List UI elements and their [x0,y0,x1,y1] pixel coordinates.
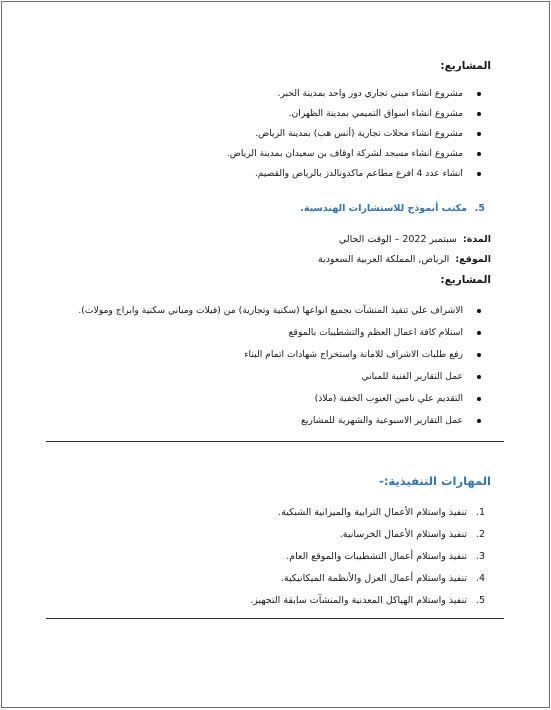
list-item: مشروع انشاء محلات تجارية (أنس هب) بمدينة الرياض. [46,128,491,139]
list-item: عمل التقارير الاسبوعية والشهرية للمشاريع [46,415,491,426]
divider [46,441,504,442]
bullet-icon [477,172,481,176]
resume-page [1,1,550,708]
list-item: انشاء عدد 4 افرع مطاعم ماكدونالدز بالرياض والقصيم. [46,168,491,179]
location-label: الموقع: [455,254,491,265]
section-title: 5. مكتب أنموذج للاستشارات الهندسية. [300,203,485,214]
list-item: التقديم علي تامين العيوب الخفية (ملاذ) [46,393,491,404]
bullet-icon [477,353,481,357]
bullet-icon [477,112,481,116]
location-line [46,254,491,265]
bullet-icon [477,331,481,335]
projects-heading: المشاريع: [440,60,491,72]
projects-list [46,88,491,179]
bullet-icon [477,419,481,423]
skills-list [46,507,491,606]
duration-label: المدة: [462,234,491,245]
duration-value: سبتمبر 2022 – الوقت الحالي [338,234,457,245]
skills-heading: المهارات التنفيذية:- [379,474,491,488]
duration-line [46,234,491,245]
list-item: مشروع انشاء اسواق التميمي بمدينة الظهران. [46,108,491,119]
list-item: الاشراف علي تنفيذ المنشآت بجميع انواعها (سكنية وتجارية) من (فيلات ومباني سكنية وابراج ومولات). [46,305,491,316]
location-value: الرياض, المملكة العربية السعودية [317,254,450,265]
list-item: 1. تنفيذ واستلام الأعمال الترابية والميزانية الشبكية. [278,507,485,518]
list-item: رفع طلبات الاشراف للامانة واستخراج شهادات اتمام البناء [46,349,491,360]
supervision-list [46,305,491,426]
bullet-icon [477,309,481,313]
list-item: استلام كافة اعمال العظم والتشطيبات بالموقع [46,327,491,338]
list-item: 4. تنفيذ واستلام أعمال العزل والأنظمة الميكانيكية. [280,573,485,584]
bullet-icon [477,152,481,156]
divider [46,618,504,619]
list-item: 5. تنفيذ واستلام الهياكل المعدنية والمنشآت سابقة التجهيز. [250,595,485,606]
projects-heading: المشاريع: [440,274,491,286]
list-item: مشروع انشاء مبني تجاري دور واحد بمدينة الخبر. [46,88,491,99]
bullet-icon [477,397,481,401]
list-item: 2. تنفيذ واستلام الأعمال الخرسانية. [339,529,485,540]
bullet-icon [477,132,481,136]
list-item: مشروع انشاء مسجد لشركة اوقاف بن سعيدان بمدينة الرياض. [46,148,491,159]
bullet-icon [477,92,481,96]
bullet-icon [477,375,481,379]
list-item: 3. تنفيذ واستلام أعمال التشطيبات والموقع العام. [286,551,485,562]
list-item: عمل التقارير الفنية للمباني [46,371,491,382]
